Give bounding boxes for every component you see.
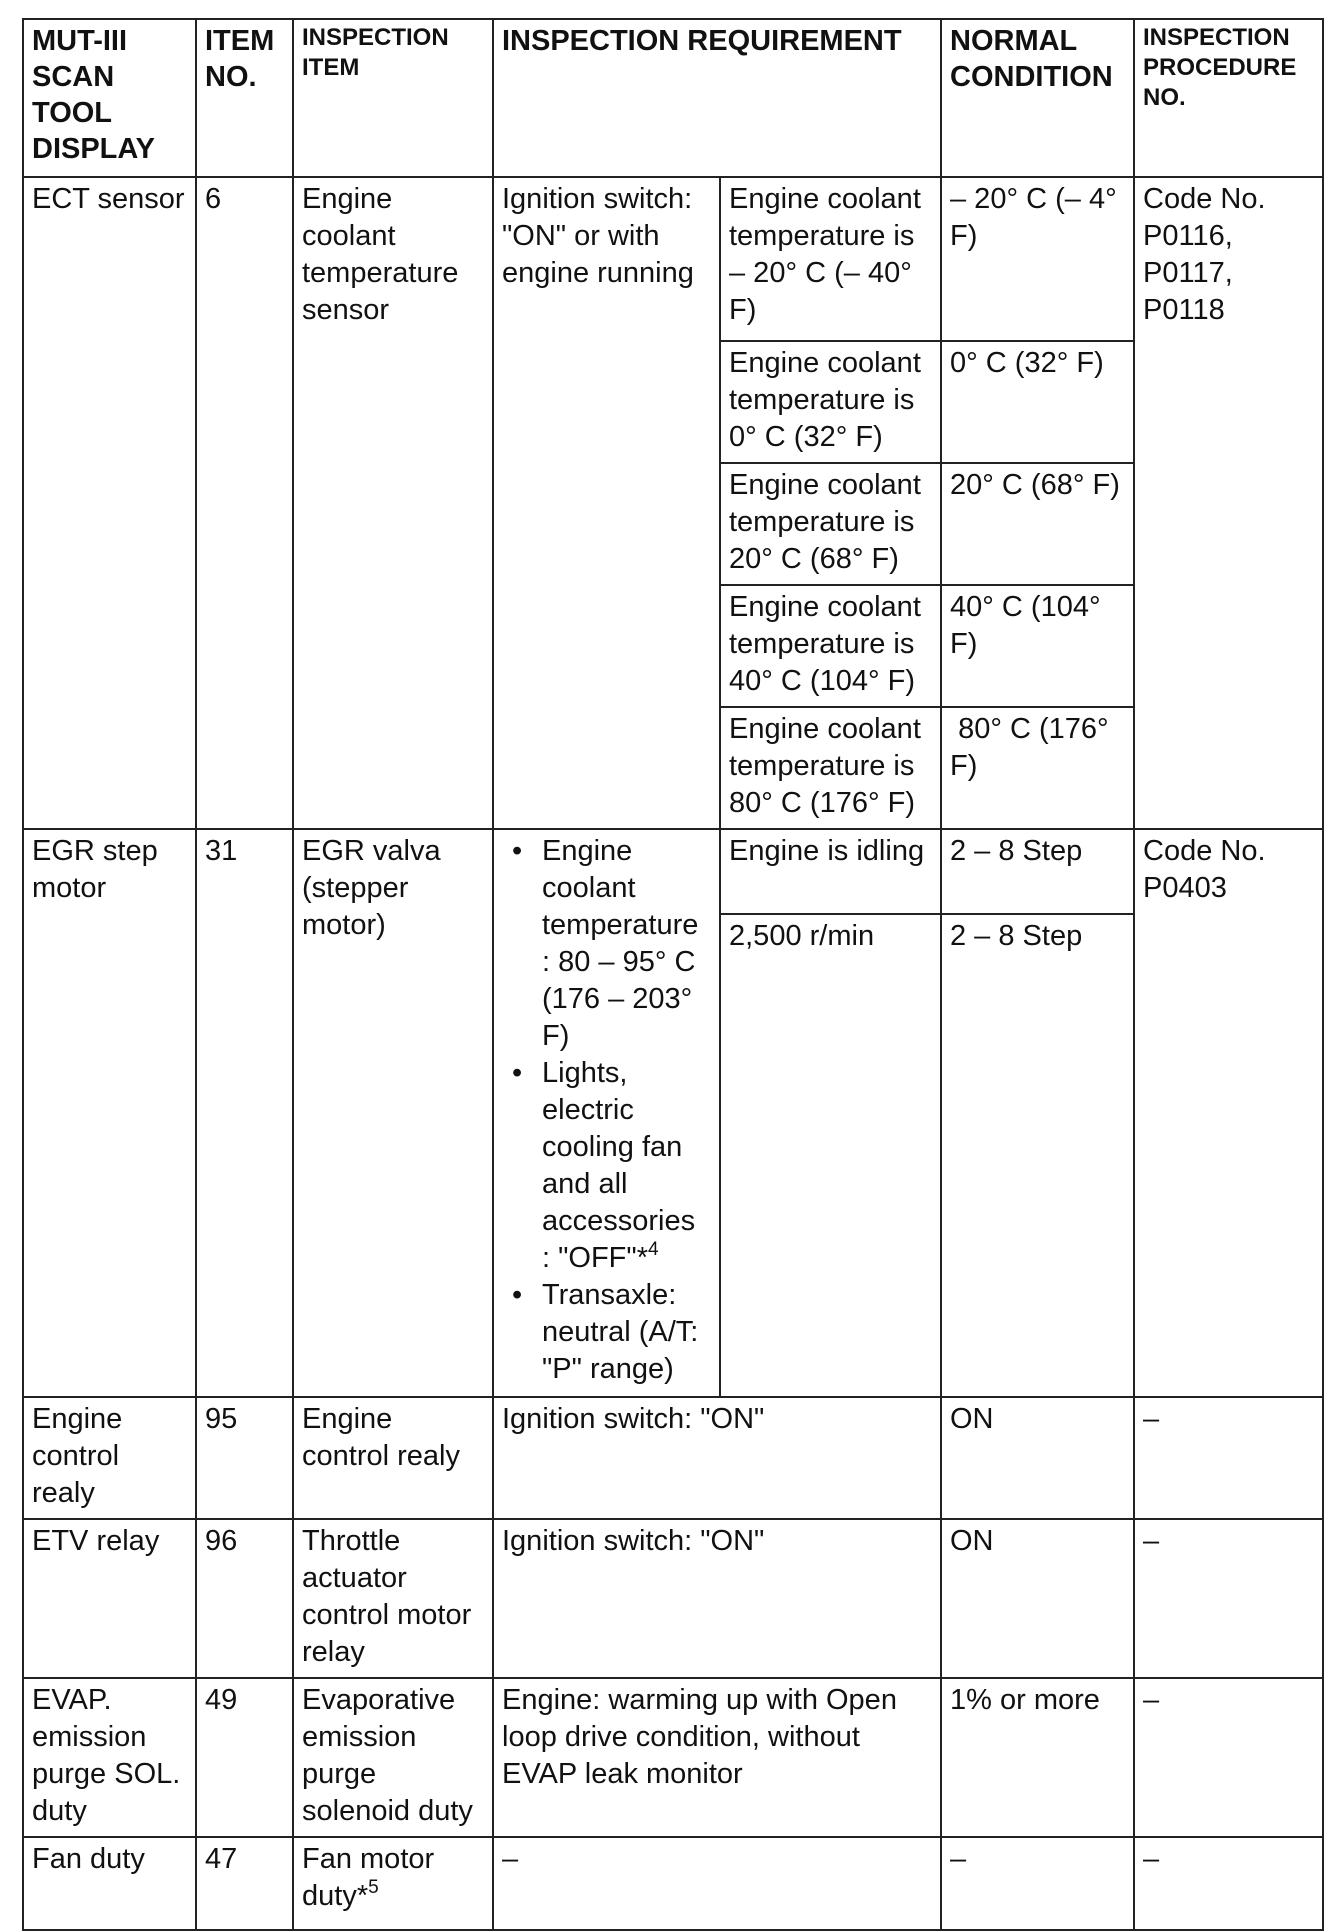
egr-item-no: 31 xyxy=(196,829,293,1397)
relay-inspection-item: Engine control realy xyxy=(293,1397,493,1519)
egr-normal: 2 – 8 Step xyxy=(941,914,1134,1397)
header-inspection-item: INSPECTION ITEM xyxy=(293,19,493,177)
egr-condition: Engine is idling xyxy=(720,829,941,914)
requirement-text: Engine coolant temperature : 80 – 95° C (176 – 203° F) xyxy=(542,835,699,1052)
egr-inspection-item: EGR valva (stepper motor) xyxy=(293,829,493,1397)
egr-condition: 2,500 r/min xyxy=(720,914,941,1397)
ect-condition: Engine coolant temperature is 20° C (68° F) xyxy=(720,463,941,585)
list-item xyxy=(502,833,711,1055)
evap-inspection-item: Evaporative emission purge solenoid duty xyxy=(293,1678,493,1837)
fan-display: Fan duty xyxy=(23,1837,196,1930)
evap-procedure: – xyxy=(1134,1678,1323,1837)
header-normal: NORMAL CONDITION xyxy=(941,19,1134,177)
relay-requirement: Ignition switch: "ON" xyxy=(493,1397,941,1519)
relay-item-no: 95 xyxy=(196,1397,293,1519)
fan-item-no: 47 xyxy=(196,1837,293,1930)
ect-normal: 20° C (68° F) xyxy=(941,463,1134,585)
ect-procedure: Code No. P0116, P0117, P0118 xyxy=(1134,177,1323,829)
ect-requirement: Ignition switch: "ON" or with engine running xyxy=(493,177,720,829)
etv-inspection-item: Throttle actuator control motor relay xyxy=(293,1519,493,1678)
fan-requirement: – xyxy=(493,1837,941,1930)
egr-procedure: Code No. P0403 xyxy=(1134,829,1323,1397)
table-row xyxy=(23,177,1323,341)
egr-normal: 2 – 8 Step xyxy=(941,829,1134,914)
header-requirement: INSPECTION REQUIREMENT xyxy=(493,19,941,177)
ect-condition: Engine coolant temperature is 0° C (32° F) xyxy=(720,341,941,463)
header-item-no: ITEM NO. xyxy=(196,19,293,177)
egr-requirement xyxy=(493,829,720,1397)
table-row xyxy=(23,1519,1323,1678)
ect-normal: 40° C (104° F) xyxy=(941,585,1134,707)
fan-procedure: – xyxy=(1134,1837,1323,1930)
evap-display: EVAP. emission purge SOL. duty xyxy=(23,1678,196,1837)
footnote-mark: 4 xyxy=(647,1239,659,1260)
etv-normal: ON xyxy=(941,1519,1134,1678)
egr-display: EGR step motor xyxy=(23,829,196,1397)
fan-normal: – xyxy=(941,1837,1134,1930)
etv-requirement: Ignition switch: "ON" xyxy=(493,1519,941,1678)
ect-inspection-item: Engine coolant temperature sensor xyxy=(293,177,493,829)
requirement-list xyxy=(502,833,711,1388)
evap-normal: 1% or more xyxy=(941,1678,1134,1837)
etv-procedure: – xyxy=(1134,1519,1323,1678)
relay-procedure: – xyxy=(1134,1397,1323,1519)
list-item xyxy=(502,1055,711,1277)
list-item xyxy=(502,1277,711,1388)
requirement-text: Transaxle: neutral (A/T: "P" range) xyxy=(542,1279,699,1385)
header-row xyxy=(23,19,1323,177)
ect-condition: Engine coolant temperature is 80° C (176° F) xyxy=(720,707,941,829)
inspection-table xyxy=(22,18,1324,1931)
ect-condition: Engine coolant temperature is 40° C (104° F) xyxy=(720,585,941,707)
table-row xyxy=(23,1837,1323,1930)
footnote-mark: 5 xyxy=(368,1877,379,1898)
table-row xyxy=(23,1678,1323,1837)
relay-normal: ON xyxy=(941,1397,1134,1519)
fan-inspection-item xyxy=(293,1837,493,1930)
ect-display: ECT sensor xyxy=(23,177,196,829)
header-display: MUT-III SCAN TOOL DISPLAY xyxy=(23,19,196,177)
relay-display: Engine control realy xyxy=(23,1397,196,1519)
header-procedure: INSPECTION PROCEDURE NO. xyxy=(1134,19,1323,177)
evap-requirement: Engine: warming up with Open loop drive condition, without EVAP leak monitor xyxy=(493,1678,941,1837)
etv-item-no: 96 xyxy=(196,1519,293,1678)
ect-normal: 0° C (32° F) xyxy=(941,341,1134,463)
fan-item-text: Fan motor duty* xyxy=(302,1843,435,1912)
etv-display: ETV relay xyxy=(23,1519,196,1678)
table-row xyxy=(23,1397,1323,1519)
table-row xyxy=(23,829,1323,914)
ect-item-no: 6 xyxy=(196,177,293,829)
ect-normal: 80° C (176° F) xyxy=(941,707,1134,829)
ect-condition: Engine coolant temperature is – 20° C (– 40° F) xyxy=(720,177,941,341)
evap-item-no: 49 xyxy=(196,1678,293,1837)
requirement-text: Lights, electric cooling fan and all accessories : "OFF"* xyxy=(542,1057,696,1274)
ect-normal: – 20° C (– 4° F) xyxy=(941,177,1134,341)
